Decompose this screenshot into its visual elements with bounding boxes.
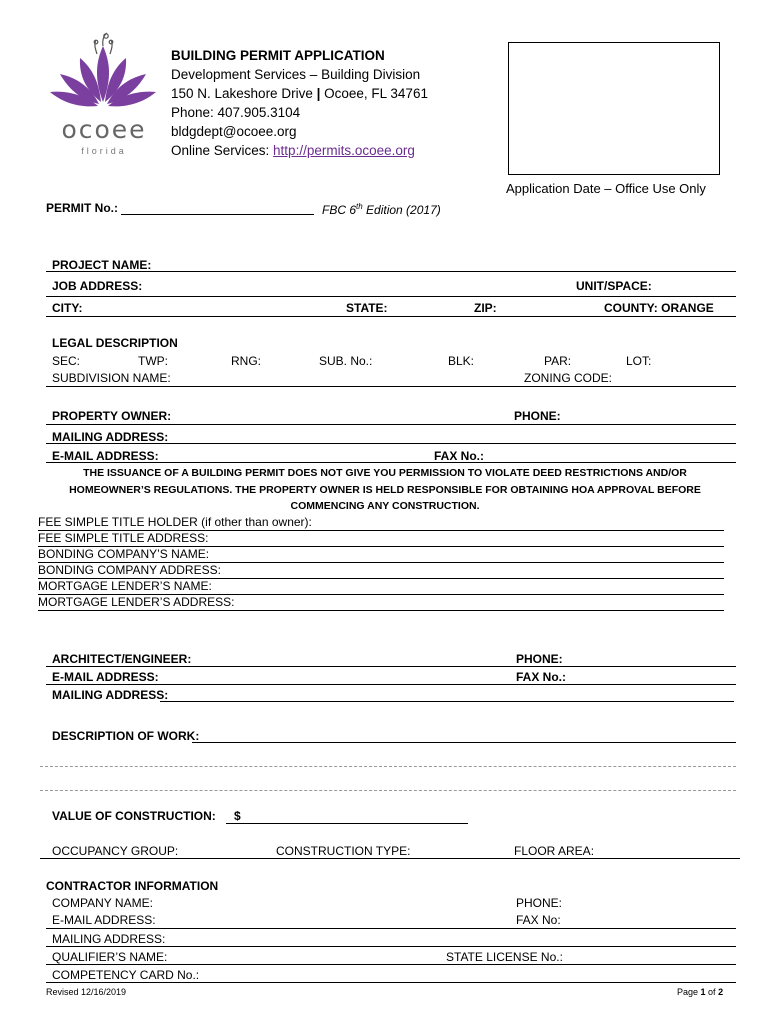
online-services-line: [171, 141, 428, 160]
currency-symbol: $: [234, 809, 241, 823]
mortgage-lender-address-row[interactable]: MORTGAGE LENDER’S ADDRESS:: [38, 594, 724, 611]
owner-phone-label: PHONE:: [514, 409, 561, 423]
fee-simple-holder-row[interactable]: FEE SIMPLE TITLE HOLDER (if other than owner):: [38, 514, 724, 531]
building-code-edition: [322, 200, 441, 217]
owner-email-field[interactable]: [46, 462, 736, 463]
competency-card-label: COMPETENCY CARD No.:: [52, 968, 200, 982]
property-owner-field[interactable]: [46, 424, 736, 425]
sec-label: SEC:: [52, 354, 81, 368]
bonding-company-name-row[interactable]: BONDING COMPANY’S NAME:: [38, 546, 724, 563]
owner-mailing-label: MAILING ADDRESS:: [52, 430, 169, 444]
architect-email-label: E-MAIL ADDRESS:: [52, 670, 159, 684]
notice-line-2: HOMEOWNER’S REGULATIONS. THE PROPERTY OWNER IS HELD RESPONSIBLE FOR OBTAINING HOA APPROVAL BEFORE: [69, 483, 701, 496]
job-address-field[interactable]: [46, 296, 736, 297]
owner-mailing-field[interactable]: [46, 443, 736, 444]
county-label: COUNTY: ORANGE: [604, 301, 714, 315]
competency-card-field[interactable]: [46, 982, 736, 983]
architect-phone-label: PHONE:: [516, 652, 563, 666]
description-line-3[interactable]: [40, 790, 736, 791]
page-total: 2: [718, 987, 724, 997]
permit-no-field[interactable]: [121, 214, 314, 215]
ocoee-logo: [44, 28, 162, 160]
contractor-email-label: E-MAIL ADDRESS:: [52, 913, 156, 927]
address-line: [171, 84, 428, 103]
zoning-code-label: ZONING CODE:: [524, 371, 613, 385]
qualifier-field[interactable]: [46, 964, 736, 965]
value-of-construction-field[interactable]: [226, 823, 468, 824]
hoa-notice: [40, 465, 730, 515]
logo-subtext: florida: [81, 146, 127, 156]
division-line: Development Services – Building Division: [171, 67, 421, 82]
par-label: PAR:: [544, 354, 572, 368]
architect-fax-label: FAX No.:: [516, 670, 566, 684]
form-title: BUILDING PERMIT APPLICATION: [171, 48, 385, 63]
code-prefix: FBC 6: [322, 203, 357, 217]
architect-label: ARCHITECT/ENGINEER:: [52, 652, 192, 666]
contractor-mailing-field[interactable]: [46, 946, 736, 947]
owner-email-label: E-MAIL ADDRESS:: [52, 449, 159, 463]
floor-area-label: FLOOR AREA:: [514, 844, 595, 858]
occupancy-group-label: OCCUPANCY GROUP:: [52, 844, 179, 858]
header-block: [171, 46, 428, 160]
legal-field[interactable]: [46, 386, 736, 387]
fee-simple-address-row[interactable]: FEE SIMPLE TITLE ADDRESS:: [38, 530, 724, 547]
description-line-1[interactable]: [192, 742, 736, 743]
qualifier-name-label: QUALIFIER’S NAME:: [52, 950, 168, 964]
contractor-email-field[interactable]: [46, 928, 736, 929]
code-sup: th: [356, 202, 363, 211]
subdivision-label: SUBDIVISION NAME:: [52, 371, 171, 385]
city-address: Ocoee, FL 34761: [324, 86, 428, 101]
online-label: Online Services:: [171, 143, 274, 158]
city-field[interactable]: [46, 316, 736, 317]
state-label: STATE:: [346, 301, 388, 315]
lot-label: LOT:: [626, 354, 652, 368]
online-services-link[interactable]: http://permits.ocoee.org: [273, 143, 415, 158]
rng-label: RNG:: [231, 354, 261, 368]
architect-field[interactable]: [46, 666, 736, 667]
page-current: 1: [700, 987, 706, 997]
city-label: CITY:: [52, 301, 83, 315]
owner-fax-label: FAX No.:: [434, 449, 484, 463]
office-use-box[interactable]: [508, 42, 720, 175]
description-line-2[interactable]: [40, 766, 736, 767]
legal-description-heading: LEGAL DESCRIPTION: [52, 336, 178, 350]
company-name-label: COMPANY NAME:: [52, 896, 153, 910]
contractor-fax-label: FAX No:: [516, 913, 561, 927]
mortgage-lender-name-row[interactable]: MORTGAGE LENDER’S NAME:: [38, 578, 724, 595]
architect-mailing-label: MAILING ADDRESS:: [52, 688, 169, 702]
page-number: [677, 987, 723, 997]
revised-date: Revised 12/16/2019: [46, 987, 127, 997]
sub-no-label: SUB. No.:: [319, 354, 373, 368]
contractor-phone-label: PHONE:: [516, 896, 563, 910]
value-of-construction-label: VALUE OF CONSTRUCTION:: [52, 809, 216, 823]
lotus-logo-icon: [44, 28, 162, 128]
office-use-label: Application Date – Office Use Only: [506, 181, 706, 196]
construction-type-label: CONSTRUCTION TYPE:: [276, 844, 411, 858]
twp-label: TWP:: [138, 354, 168, 368]
job-address-label: JOB ADDRESS:: [52, 279, 143, 293]
page-prefix: Page: [677, 987, 701, 997]
unit-space-label: UNIT/SPACE:: [576, 279, 652, 293]
architect-mailing-field[interactable]: [160, 701, 734, 702]
architect-email-field[interactable]: [46, 684, 736, 685]
zip-label: ZIP:: [474, 301, 497, 315]
blk-label: BLK:: [448, 354, 475, 368]
email-line: bldgdept@ocoee.org: [171, 124, 297, 139]
code-suffix: Edition (2017): [362, 203, 441, 217]
contractor-heading: CONTRACTOR INFORMATION: [46, 879, 219, 893]
notice-line-3: COMMENCING ANY CONSTRUCTION.: [290, 500, 480, 512]
page-mid: of: [705, 987, 719, 997]
occupancy-field[interactable]: [40, 858, 740, 859]
bonding-company-address-row[interactable]: BONDING COMPANY ADDRESS:: [38, 562, 724, 579]
contractor-mailing-label: MAILING ADDRESS:: [52, 932, 166, 946]
project-name-field[interactable]: [46, 271, 736, 272]
description-of-work-label: DESCRIPTION OF WORK:: [52, 729, 200, 743]
property-owner-label: PROPERTY OWNER:: [52, 409, 172, 423]
permit-no-label: PERMIT No.:: [46, 201, 118, 215]
phone-line: Phone: 407.905.3104: [171, 105, 301, 120]
state-license-label: STATE LICENSE No.:: [446, 950, 563, 964]
address-separator: |: [316, 86, 321, 101]
logo-wordmark: ocoee: [61, 115, 147, 144]
project-name-label: PROJECT NAME:: [52, 258, 152, 272]
street-address: 150 N. Lakeshore Drive: [171, 86, 313, 101]
notice-line-1: THE ISSUANCE OF A BUILDING PERMIT DOES NOT GIVE YOU PERMISSION TO VIOLATE DEED RESTRICTIONS AND/OR: [83, 467, 687, 479]
